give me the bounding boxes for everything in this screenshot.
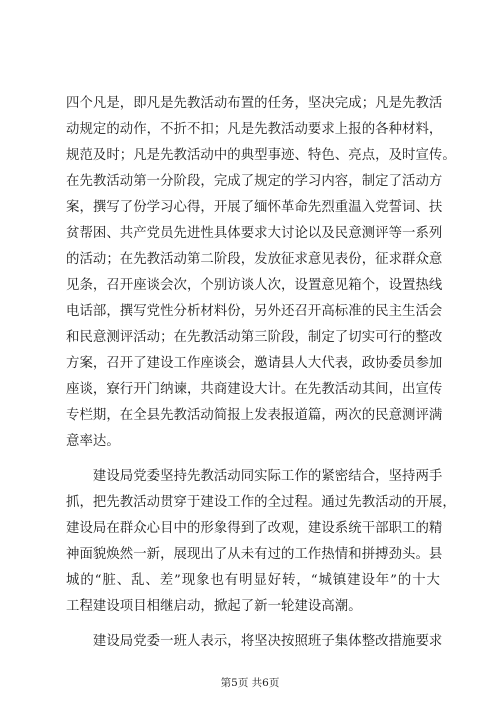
text-line: 神面貌焕然一新，展现出了从未有过的工作热情和拼搏劲头。县 — [66, 547, 443, 562]
text-line: 和民意测评活动；在先教活动第三阶段，制定了切实可行的整改 — [66, 330, 443, 345]
paragraph — [66, 91, 456, 455]
document-body — [66, 91, 456, 655]
paragraph — [66, 464, 456, 620]
paragraph-gap — [66, 620, 440, 629]
paragraph-gap — [66, 455, 440, 464]
text-line: 意率达。 — [66, 434, 120, 449]
text-line: 工程建设项目相继启动，掀起了新一轮建设高潮。 — [66, 599, 362, 614]
text-line: 座谈，寮行开门纳谏，共商建设大计。在先教活动其间，出宣传 — [66, 382, 443, 397]
paragraph — [66, 629, 443, 655]
text-line: 四个凡是，即凡是先教活动布置的任务，坚决完成；凡是先教活 — [66, 96, 443, 111]
text-line: 建设局党委一班人表示，将坚决按照班子集体整改措施要求 — [66, 634, 443, 649]
text-line: 案，撰写了份学习心得，开展了缅怀革命先烈重温入党誓词、扶 — [66, 200, 443, 215]
text-line: 电话部，撰写党性分析材料份，另外还召开高标准的民主生活会 — [66, 304, 443, 319]
text-line: 在先教活动第一分阶段，完成了规定的学习内容，制定了活动方 — [66, 174, 443, 189]
text-line: 贫帮困、共产党员先进性具体要求大讨论以及民意测评等一系列 — [66, 226, 443, 241]
page-footer: 第5页 共6页 — [220, 677, 280, 689]
text-line: 动规定的动作，不折不扣；凡是先教活动要求上报的各种材料， — [66, 122, 443, 137]
text-line: 专栏期，在全县先教活动简报上发表报道篇，两次的民意测评满 — [66, 408, 443, 423]
text-line: 的活动；在先教活动第二阶段，发放征求意见表份，征求群众意 — [66, 252, 443, 267]
text-line: 方案，召开了建设工作座谈会，邀请县人大代表，政协委员参加 — [66, 356, 443, 371]
text-line: 规范及时；凡是先教活动中的典型事迹、特色、亮点，及时宣传。 — [66, 148, 456, 163]
text-line: 建设局党委坚持先教活动同实际工作的紧密结合，坚持两手 — [66, 469, 443, 484]
text-line: 抓，把先教活动贯穿于建设工作的全过程。通过先教活动的开展， — [66, 495, 456, 510]
text-line: 见条，召开座谈会次，个别访谈人次，设置意见箱个，设置热线 — [66, 278, 443, 293]
text-line: 城的“脏、乱、差”现象也有明显好转，“城镇建设年”的十大 — [66, 573, 440, 588]
text-line: 建设局在群众心目中的形象得到了改观，建设系统干部职工的精 — [66, 521, 443, 536]
